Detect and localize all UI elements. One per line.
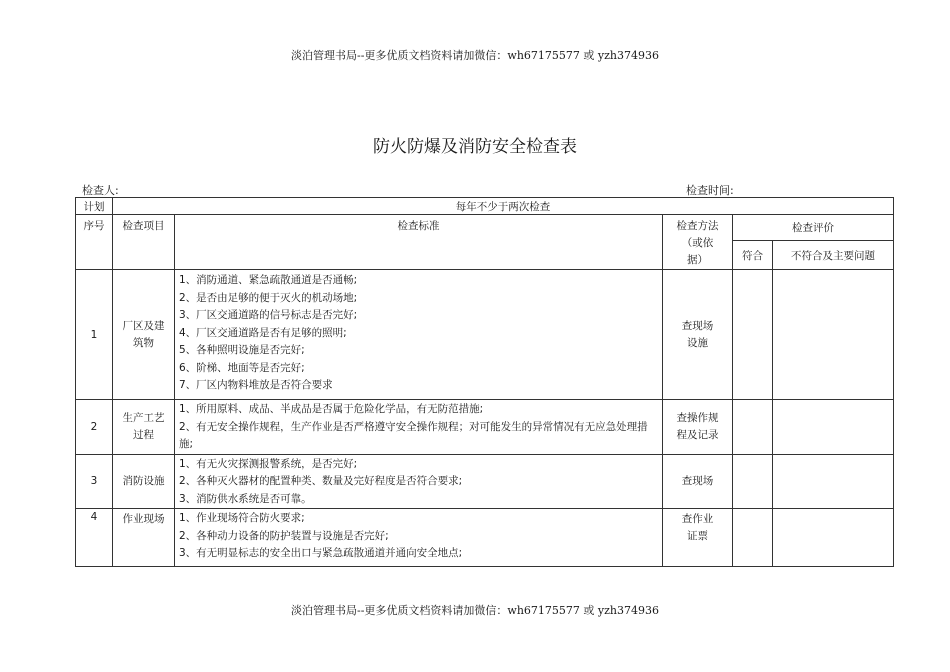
row-nonconform-cell[interactable] (773, 509, 894, 567)
standard-line: 1、所用原料、成品、半成品是否属于危险化学品，有无防范措施; (179, 403, 484, 415)
row-method (663, 509, 733, 567)
standard-line: 1、有无火灾探测报警系统，是否完好; (179, 457, 358, 470)
row-nonconform-cell[interactable] (773, 400, 894, 455)
standard-line: 6、阶梯、地面等是否完好; (179, 361, 305, 374)
header-standard: 检查标准 (175, 215, 663, 270)
row-nonconform-cell[interactable] (773, 454, 894, 509)
row-item-line: 生产工艺 (122, 411, 165, 424)
standard-line: 5、各种照明设施是否完好; (179, 344, 305, 356)
row-standards (175, 454, 663, 509)
row-method-line: 查现场 (681, 319, 714, 332)
inspection-table (75, 197, 894, 567)
row-item (113, 454, 175, 509)
row-no: 2 (76, 400, 113, 455)
row-item (113, 270, 175, 400)
row-no: 4 (76, 509, 113, 567)
row-method (663, 270, 733, 400)
standard-line: 7、厂区内物料堆放是否符合要求 (179, 379, 333, 391)
header-no: 序号 (76, 215, 113, 270)
row-item (113, 400, 175, 455)
header-method (663, 215, 733, 270)
row-method-line: 查现场 (681, 474, 714, 487)
row-item-line: 消防设施 (122, 474, 165, 487)
row-item-line: 作业现场 (122, 513, 165, 525)
standard-line: 2、是否由足够的便于灭火的机动场地; (179, 291, 358, 304)
header-nonconform: 不符合及主要问题 (773, 241, 894, 270)
row-method-line: 查操作规 (676, 411, 719, 424)
row-method (663, 400, 733, 455)
standard-line: 1、消防通道、紧急疏散通道是否通畅; (179, 274, 358, 286)
row-conform-cell[interactable] (733, 270, 773, 400)
header-note: 淡泊管理书局--更多优质文档资料请加微信：wh67175577 或 yzh374936 (291, 49, 659, 62)
row-method (663, 454, 733, 509)
row-conform-cell[interactable] (733, 400, 773, 455)
table-row (76, 509, 894, 567)
plan-value: 每年不少于两次检查 (113, 198, 894, 215)
row-no: 1 (76, 270, 113, 400)
row-item (113, 509, 175, 567)
row-conform-cell[interactable] (733, 454, 773, 509)
inspection-time-label: 检查时间: (686, 184, 734, 197)
standard-line: 2、各种动力设备的防护装置与设施是否完好; (179, 529, 389, 542)
header-evaluation: 检查评价 (733, 215, 894, 241)
row-nonconform-cell[interactable] (773, 270, 894, 400)
row-method-line: 证票 (687, 530, 708, 542)
standard-line: 3、有无明显标志的安全出口与紧急疏散通道并通向安全地点; (179, 547, 463, 559)
footer-note: 淡泊管理书局--更多优质文档资料请加微信：wh67175577 或 yzh374936 (291, 604, 659, 617)
plan-row (76, 198, 894, 215)
row-standards (175, 400, 663, 455)
row-standards (175, 509, 663, 567)
inspector-label: 检查人: (82, 184, 119, 197)
row-conform-cell[interactable] (733, 509, 773, 567)
standard-line: 1、作业现场符合防火要求; (179, 512, 305, 524)
row-item-line: 筑物 (133, 336, 154, 349)
row-method-line: 查作业 (681, 513, 714, 525)
row-standards (175, 270, 663, 400)
plan-label: 计划 (76, 198, 113, 215)
header-method-line1: 检查方法 (676, 220, 719, 232)
standard-line: 4、厂区交通道路是否有足够的照明; (179, 326, 347, 339)
table-row (76, 400, 894, 455)
table-row (76, 270, 894, 400)
header-item: 检查项目 (113, 215, 175, 270)
standard-line: 2、各种灭火器材的配置种类、数量及完好程度是否符合要求; (179, 475, 463, 487)
row-no: 3 (76, 454, 113, 509)
header-row (76, 215, 894, 241)
header-method-line3: 据） (687, 254, 708, 266)
row-item-line: 厂区及建 (122, 319, 165, 332)
standard-line: 2、有无安全操作规程，生产作业是否严格遵守安全操作规程；对可能发生的异常情况有无应急处理措施; (179, 420, 648, 450)
header-method-line2: （或依 (681, 237, 714, 249)
standard-line: 3、消防供水系统是否可靠。 (179, 492, 312, 505)
header-conform: 符合 (733, 241, 773, 270)
row-method-line: 程及记录 (676, 428, 719, 441)
standard-line: 3、厂区交通道路的信号标志是否完好; (179, 309, 358, 321)
table-row (76, 454, 894, 509)
row-method-line: 设施 (687, 336, 708, 349)
page-title: 防火防爆及消防安全检查表 (373, 137, 577, 157)
row-item-line: 过程 (133, 428, 154, 441)
